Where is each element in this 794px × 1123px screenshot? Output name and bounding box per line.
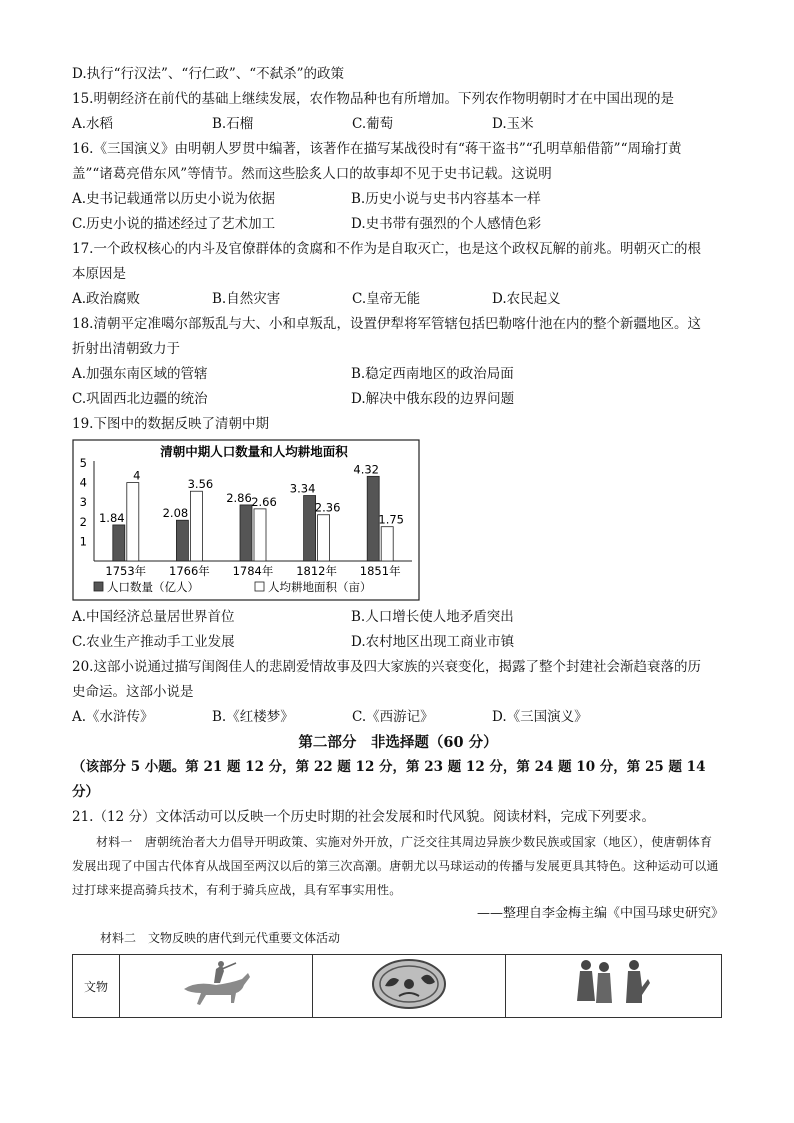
data-label: 3.56 bbox=[187, 477, 214, 492]
population-chart-svg bbox=[72, 439, 420, 601]
q16-option-b: B.历史小说与史书内容基本一样 bbox=[351, 191, 541, 207]
y-tick-label: 5 bbox=[79, 456, 87, 470]
q20-option-b: B.《红楼梦》 bbox=[212, 709, 294, 725]
bar-arable-land bbox=[127, 483, 139, 561]
q17-option-d: D.农民起义 bbox=[492, 291, 561, 307]
data-label: 4 bbox=[133, 468, 141, 483]
q15-option-c: C.葡萄 bbox=[352, 116, 394, 132]
bar-arable-land bbox=[254, 509, 266, 561]
data-label: 2.86 bbox=[226, 490, 252, 505]
data-label: 1.84 bbox=[98, 510, 125, 525]
legend-label-population: 人口数量（亿人） bbox=[107, 580, 199, 594]
q18-options-row1 bbox=[72, 362, 724, 387]
q16-stem-2: 盖”“诸葛亮借东风”等情节。然而这些脍炙人口的故事却不见于史书记载。这说明 bbox=[72, 166, 552, 182]
q15-option-b: B.石榴 bbox=[212, 116, 254, 132]
polo-rider-icon bbox=[176, 959, 256, 1009]
population-chart bbox=[72, 439, 420, 601]
bar-arable-land bbox=[190, 491, 202, 561]
bar-population bbox=[240, 505, 252, 561]
y-tick-label: 1 bbox=[79, 534, 87, 549]
material-1-source: ——整理自李金梅主编《中国马球史研究》 bbox=[476, 906, 724, 921]
exam-page bbox=[72, 62, 724, 1018]
q18-option-d: D.解决中俄东段的边界问题 bbox=[351, 391, 515, 407]
q15-stem: 15.明朝经济在前代的基础上继续发展，农作物品种也有所增加。下列农作物明朝时才在中国出现的是 bbox=[72, 91, 674, 107]
q16-stem-1: 16.《三国演义》由明朝人罗贯中编著，该著作在描写某战役时有“蒋干盗书”“孔明草船借箭”“周瑜打黄 bbox=[72, 141, 682, 157]
q15-option-a: A.水稻 bbox=[72, 116, 114, 132]
q17-option-c: C.皇帝无能 bbox=[352, 291, 421, 307]
data-label: 1.75 bbox=[378, 512, 405, 527]
q17-option-b: B.自然灾害 bbox=[212, 291, 281, 307]
bar-arable-land bbox=[381, 527, 393, 561]
q20-options bbox=[72, 705, 724, 730]
q16-options-row2 bbox=[72, 212, 724, 237]
q18-option-c: C.巩固西北边疆的统治 bbox=[72, 391, 208, 407]
q15-options bbox=[72, 112, 724, 137]
data-label: 3.34 bbox=[289, 481, 316, 496]
q21-stem: 21.（12 分）文体活动可以反映一个历史时期的社会发展和时代风貌。阅读材料，完成下列要求。 bbox=[72, 809, 655, 825]
material-1: 材料一 唐朝统治者大力倡导开明政策、实施对外开放，广泛交往其周边异族少数民族或国家（地区），使唐朝体育发展出现了中国古代体育从战国至两汉以后的第三次高潮。唐朝尤以马球运动的传播与发展更具其特色。这种运动可以通过打球来提高骑兵技术，有利于骑兵应战，具有军事实用性。 bbox=[72, 835, 719, 897]
q19-stem: 19.下图中的数据反映了清朝中期 bbox=[72, 416, 269, 432]
relic-label: 文物 bbox=[73, 955, 120, 1018]
data-label: 4.32 bbox=[353, 462, 380, 477]
relic-figurines bbox=[505, 955, 721, 1018]
x-tick-label: 1753年 bbox=[105, 564, 147, 578]
y-tick-label: 2 bbox=[79, 514, 87, 529]
q16-option-c: C.历史小说的描述经过了艺术加工 bbox=[72, 216, 276, 232]
q19-option-d: D.农村地区出现工商业市镇 bbox=[351, 634, 515, 650]
y-tick-label: 4 bbox=[79, 475, 87, 490]
data-label: 2.66 bbox=[251, 494, 277, 509]
legend-swatch-arable-land bbox=[255, 582, 264, 591]
q18-stem-1: 18.清朝平定准噶尔部叛乱与大、小和卓叛乱，设置伊犁将军管辖包括巴勒喀什池在内的整个新疆地区。这 bbox=[72, 316, 701, 332]
q16-option-a: A.史书记载通常以历史小说为依据 bbox=[72, 191, 276, 207]
q16-options-row1 bbox=[72, 187, 724, 212]
relic-round-mirror bbox=[312, 955, 505, 1018]
material-2-title: 材料二 文物反映的唐代到元代重要文体活动 bbox=[100, 931, 341, 945]
q19-options-row1 bbox=[72, 605, 724, 630]
figurine-group-icon bbox=[568, 957, 658, 1011]
bar-arable-land bbox=[318, 515, 330, 561]
q15-option-d: D.玉米 bbox=[492, 116, 534, 132]
q20-option-c: C.《西游记》 bbox=[352, 709, 434, 725]
bar-population bbox=[176, 520, 188, 561]
q18-stem-2: 折射出清朝致力于 bbox=[72, 341, 180, 357]
q17-option-a: A.政治腐败 bbox=[72, 291, 141, 307]
q18-option-b: B.稳定西南地区的政治局面 bbox=[351, 366, 514, 382]
legend-swatch-population bbox=[94, 582, 103, 591]
bar-population bbox=[113, 525, 125, 561]
q17-options bbox=[72, 287, 724, 312]
x-tick-label: 1784年 bbox=[232, 564, 274, 578]
q18-options-row2 bbox=[72, 387, 724, 412]
y-tick-label: 3 bbox=[79, 495, 87, 510]
x-tick-label: 1851年 bbox=[359, 564, 401, 578]
part2-note: （该部分 5 小题。第 21 题 12 分，第 22 题 12 分，第 23 题 12 分，第 24 题 10 分，第 25 题 14 分） bbox=[72, 759, 706, 800]
chart-title: 清朝中期人口数量和人均耕地面积 bbox=[160, 444, 348, 459]
q16-option-d: D.史书带有强烈的个人感情色彩 bbox=[351, 216, 542, 232]
bar-population bbox=[367, 476, 379, 561]
q19-option-a: A.中国经济总量居世界首位 bbox=[72, 609, 235, 625]
x-tick-label: 1766年 bbox=[169, 564, 210, 578]
q17-stem-2: 本原因是 bbox=[72, 266, 126, 282]
q20-option-d: D.《三国演义》 bbox=[492, 709, 588, 725]
q17-stem-1: 17.一个政权核心的内斗及官僚群体的贪腐和不作为是自取灭亡，也是这个政权瓦解的前兆。明朝灭亡的根 bbox=[72, 241, 701, 257]
relic-table bbox=[72, 954, 722, 1018]
data-label: 2.36 bbox=[314, 500, 341, 515]
q18-option-a: A.加强东南区域的管辖 bbox=[72, 366, 208, 382]
q19-options-row2 bbox=[72, 630, 724, 655]
part2-heading: 第二部分 非选择题（60 分） bbox=[298, 734, 498, 751]
x-tick-label: 1812年 bbox=[296, 564, 337, 578]
q20-stem-1: 20.这部小说通过描写闺阁佳人的悲剧爱情故事及四大家族的兴衰变化，揭露了整个封建社会渐趋衰落的历 bbox=[72, 659, 701, 675]
q19-option-b: B.人口增长使人地矛盾突出 bbox=[351, 609, 514, 625]
data-label: 2.08 bbox=[162, 506, 189, 521]
q20-option-a: A.《水浒传》 bbox=[72, 709, 154, 725]
relic-polo-rider-figurine bbox=[120, 955, 313, 1018]
q14-option-d: D.执行“行汉法”、“行仁政”、“不弑杀”的政策 bbox=[72, 66, 345, 82]
legend-label-arable-land: 人均耕地面积（亩） bbox=[268, 580, 372, 594]
q20-stem-2: 史命运。这部小说是 bbox=[72, 684, 194, 700]
bronze-mirror-icon bbox=[369, 958, 449, 1010]
q19-option-c: C.农业生产推动手工业发展 bbox=[72, 634, 235, 650]
